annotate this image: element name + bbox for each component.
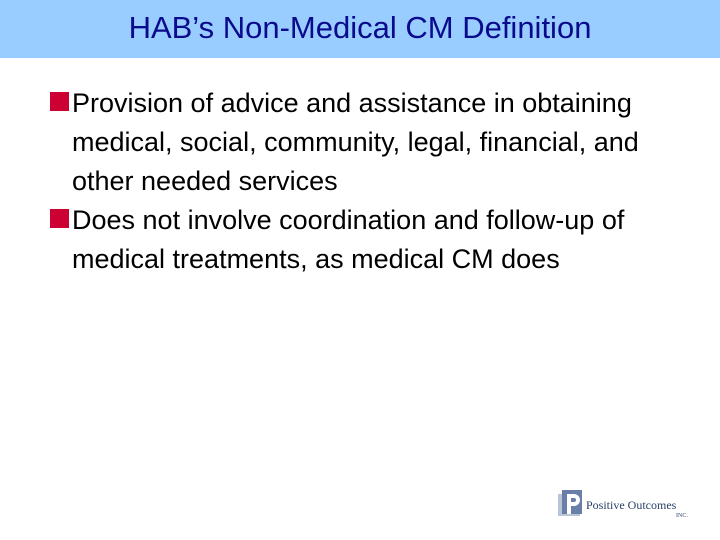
slide-title: HAB’s Non-Medical CM Definition <box>128 10 592 45</box>
bullet-list <box>48 84 688 279</box>
logo-mark-icon <box>558 490 584 518</box>
logo-suffix: INC. <box>676 513 688 519</box>
bullet-text: Provision of advice and assistance in obtaining medical, social, community, legal, financial, and other needed services <box>72 88 639 196</box>
bullet-item <box>48 201 688 279</box>
title-bar <box>0 0 720 58</box>
square-bullet-icon <box>50 209 69 228</box>
bullet-item <box>48 84 688 201</box>
company-logo <box>558 488 698 524</box>
logo-text: Positive Outcomes <box>586 498 677 512</box>
bullet-text: Does not involve coordination and follow-up of medical treatments, as medical CM does <box>72 205 625 274</box>
square-bullet-icon <box>50 92 69 111</box>
